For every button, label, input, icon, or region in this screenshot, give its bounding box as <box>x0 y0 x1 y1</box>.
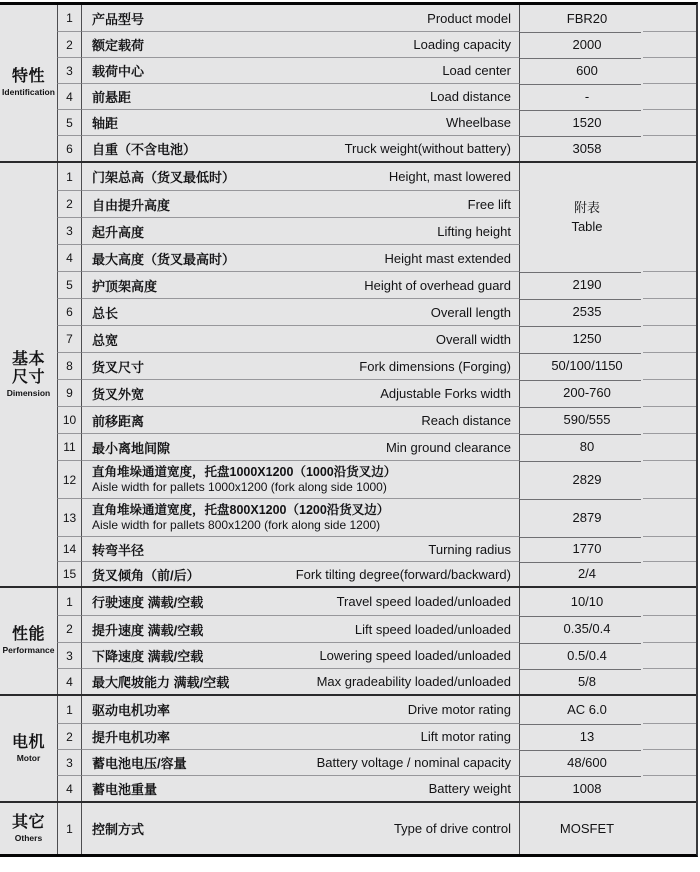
spec-row-label <box>82 460 520 498</box>
spec-value-merged-table-reference <box>520 163 696 271</box>
spec-row-label <box>82 379 520 406</box>
row-number: 13 <box>57 498 82 536</box>
row-number: 1 <box>57 163 82 190</box>
spec-label-zh: 起升高度 <box>92 224 145 240</box>
spec-row-label <box>82 749 520 775</box>
spec-label-zh: 提升速度 满载/空载 <box>92 622 204 638</box>
row-number: 9 <box>57 379 82 406</box>
spec-value: 200-760 <box>520 379 696 406</box>
row-number: 2 <box>57 723 82 749</box>
spec-label-zh: 货叉尺寸 <box>92 359 145 375</box>
spec-label-en: Turning radius <box>428 541 511 557</box>
spec-value: 48/600 <box>520 749 696 775</box>
category-label-zh: 性能 <box>11 626 45 644</box>
spec-value: 50/100/1150 <box>520 352 696 379</box>
spec-value: MOSFET <box>559 821 615 836</box>
spec-label-zh: 产品型号 <box>92 11 145 27</box>
spec-row-label <box>82 536 520 561</box>
row-number: 3 <box>57 642 82 668</box>
row-number: 4 <box>57 83 82 109</box>
spec-label-en: Loading capacity <box>413 37 511 52</box>
spec-value: 0.35/0.4 <box>520 615 696 642</box>
spec-row-label <box>82 109 520 135</box>
spec-row-label <box>82 561 520 586</box>
row-number: 3 <box>57 217 82 244</box>
category-label-zh: 基本 <box>11 350 45 368</box>
merged-value-en: Table <box>571 219 603 234</box>
spec-value: AC 6.0 <box>567 702 607 717</box>
spec-label-zh: 直角堆垛通道宽度，托盘1000X1200（1000沿货叉边） <box>92 464 397 479</box>
spec-value: 80 <box>520 433 696 460</box>
spec-label-zh: 蓄电池电压/容量 <box>92 756 187 771</box>
spec-label-en: Battery weight <box>428 781 511 796</box>
spec-label-en: Adjustable Forks width <box>380 385 511 401</box>
spec-label-zh: 最小离地间隙 <box>92 440 171 456</box>
spec-label-en: Fork tilting degree(forward/backward) <box>295 566 511 582</box>
row-number: 5 <box>57 109 82 135</box>
spec-value: 13 <box>520 723 696 749</box>
spec-value: 2879 <box>520 498 696 536</box>
row-number: 1 <box>57 588 82 615</box>
spec-row-label <box>82 433 520 460</box>
spec-label-en: Lift speed loaded/unloaded <box>354 621 511 637</box>
spec-label-zh: 蓄电池重量 <box>92 782 158 797</box>
spec-label-en: Travel speed loaded/unloaded <box>336 594 511 609</box>
spec-row-label <box>82 298 520 325</box>
spec-row-label <box>82 163 520 190</box>
row-number: 4 <box>57 244 82 271</box>
spec-row-label <box>82 31 520 57</box>
spec-label-zh: 轴距 <box>92 116 119 131</box>
spec-label-en: Lowering speed loaded/unloaded <box>319 648 511 663</box>
spec-label-en: Free lift <box>467 196 511 212</box>
spec-value: - <box>520 83 696 109</box>
row-number: 10 <box>57 406 82 433</box>
category-label-en: Others <box>14 832 43 843</box>
spec-label-zh: 门架总高（货叉最低时） <box>92 170 236 185</box>
row-number: 1 <box>57 803 82 854</box>
category-label-en: Identification <box>2 87 55 98</box>
spec-row-label <box>82 135 520 161</box>
spec-value: 600 <box>520 57 696 83</box>
category-label-en: Dimension <box>6 387 51 398</box>
spec-label-en: Lift motor rating <box>420 729 511 744</box>
spec-row-label <box>82 5 520 31</box>
spec-label-en: Load distance <box>430 89 511 104</box>
forklift-spec-table <box>0 2 698 857</box>
spec-value: 2829 <box>520 460 696 498</box>
row-number: 11 <box>57 433 82 460</box>
row-number: 1 <box>57 5 82 31</box>
spec-label-en: Aisle width for pallets 1000x1200 (fork along side 1000) <box>92 479 387 494</box>
category-cell-identification <box>0 5 57 161</box>
spec-value: 1520 <box>520 109 696 135</box>
spec-value: 3058 <box>520 135 696 161</box>
spec-label-zh: 控制方式 <box>92 822 145 837</box>
spec-row-label <box>82 723 520 749</box>
spec-label-zh: 下降速度 满载/空载 <box>92 649 204 664</box>
row-number: 3 <box>57 749 82 775</box>
row-number: 3 <box>57 57 82 83</box>
row-number: 2 <box>57 190 82 217</box>
row-number: 6 <box>57 135 82 161</box>
spec-label-en: Load center <box>442 63 511 78</box>
spec-value: 1770 <box>520 536 696 561</box>
spec-label-en: Fork dimensions (Forging) <box>359 358 511 374</box>
spec-label-en: Aisle width for pallets 800x1200 (fork along side 1200) <box>92 517 381 532</box>
row-number: 6 <box>57 298 82 325</box>
spec-label-zh: 提升电机功率 <box>92 730 171 745</box>
spec-row-label <box>82 498 520 536</box>
spec-value: 1008 <box>520 775 696 801</box>
spec-label-zh: 额定载荷 <box>92 38 145 53</box>
row-number: 15 <box>57 561 82 586</box>
category-cell-performance <box>0 588 57 694</box>
section-motor <box>0 694 696 801</box>
row-number: 14 <box>57 536 82 561</box>
spec-value: 1250 <box>520 325 696 352</box>
spec-label-en: Reach distance <box>421 412 511 428</box>
spec-label-en: Max gradeability loaded/unloaded <box>316 674 511 689</box>
spec-row-label <box>82 588 520 615</box>
category-label-zh: 电机 <box>11 733 45 751</box>
spec-label-en: Lifting height <box>437 223 511 239</box>
row-number: 12 <box>57 460 82 498</box>
spec-value: 590/555 <box>520 406 696 433</box>
section-others <box>0 801 696 854</box>
spec-value: 2535 <box>520 298 696 325</box>
spec-value: 0.5/0.4 <box>520 642 696 668</box>
section-performance <box>0 586 696 694</box>
spec-row-label <box>82 217 520 244</box>
spec-row-label <box>82 57 520 83</box>
category-label-en: Performance <box>2 645 55 656</box>
spec-label-zh: 直角堆垛通道宽度，托盘800X1200（1200沿货叉边） <box>92 502 390 517</box>
spec-label-zh: 前悬距 <box>92 90 132 105</box>
category-label-zh: 尺寸 <box>11 368 45 386</box>
spec-label-en: Battery voltage / nominal capacity <box>316 755 511 770</box>
row-number: 4 <box>57 668 82 694</box>
spec-value: 2000 <box>520 31 696 57</box>
spec-label-en: Product model <box>427 10 511 26</box>
category-cell-dimension <box>0 163 57 586</box>
spec-row-label <box>82 803 520 854</box>
row-number: 4 <box>57 775 82 801</box>
row-number: 1 <box>57 696 82 723</box>
spec-row-label <box>82 642 520 668</box>
spec-label-en: Height mast extended <box>384 250 511 266</box>
row-number: 2 <box>57 31 82 57</box>
spec-label-zh: 转弯半径 <box>92 542 145 558</box>
section-dimension <box>0 161 696 586</box>
spec-row-label <box>82 190 520 217</box>
spec-row-label <box>82 271 520 298</box>
spec-label-zh: 货叉倾角（前/后） <box>92 567 200 583</box>
spec-row-label <box>82 83 520 109</box>
spec-label-zh: 总长 <box>92 305 119 321</box>
spec-label-zh: 载荷中心 <box>92 64 145 79</box>
spec-value: 2/4 <box>520 561 696 586</box>
spec-label-en: Wheelbase <box>445 115 511 130</box>
spec-label-zh: 自由提升高度 <box>92 197 171 213</box>
spec-value: 10/10 <box>570 594 604 609</box>
category-label-zh: 其它 <box>11 813 45 831</box>
spec-label-en: Type of drive control <box>393 821 511 836</box>
spec-label-zh: 总宽 <box>92 332 119 348</box>
category-cell-motor <box>0 696 57 801</box>
spec-row-label <box>82 244 520 271</box>
spec-label-en: Height of overhead guard <box>364 277 511 293</box>
spec-label-en: Height, mast lowered <box>388 169 511 184</box>
spec-label-zh: 最大高度（货叉最高时） <box>92 251 236 267</box>
spec-label-en: Overall length <box>430 304 511 320</box>
merged-value-zh: 附表 <box>573 199 600 215</box>
row-number: 8 <box>57 352 82 379</box>
spec-value: 2190 <box>520 271 696 298</box>
spec-value: FBR20 <box>566 10 608 26</box>
spec-value: 5/8 <box>520 668 696 694</box>
spec-row-label <box>82 325 520 352</box>
spec-row-label <box>82 668 520 694</box>
spec-label-en: Overall width <box>435 331 511 347</box>
spec-row-label <box>82 352 520 379</box>
spec-label-zh: 驱动电机功率 <box>92 703 171 718</box>
spec-label-zh: 行驶速度 满载/空载 <box>92 595 204 610</box>
row-number: 2 <box>57 615 82 642</box>
category-label-en: Motor <box>16 752 41 763</box>
spec-label-zh: 自重（不含电池） <box>92 142 197 157</box>
row-number: 7 <box>57 325 82 352</box>
category-label-zh: 特性 <box>11 68 45 86</box>
spec-row-label <box>82 406 520 433</box>
spec-label-en: Min ground clearance <box>385 439 511 455</box>
spec-label-zh: 最大爬坡能力 满载/空载 <box>92 675 230 690</box>
spec-label-zh: 货叉外宽 <box>92 386 145 402</box>
spec-row-label <box>82 775 520 801</box>
spec-label-zh: 前移距离 <box>92 413 145 429</box>
category-cell-others <box>0 803 57 854</box>
spec-label-en: Drive motor rating <box>407 702 511 717</box>
row-number: 5 <box>57 271 82 298</box>
spec-row-label <box>82 615 520 642</box>
spec-label-zh: 护顶架高度 <box>92 278 158 294</box>
spec-row-label <box>82 696 520 723</box>
spec-label-en: Truck weight(without battery) <box>344 141 511 156</box>
section-identification <box>0 5 696 161</box>
